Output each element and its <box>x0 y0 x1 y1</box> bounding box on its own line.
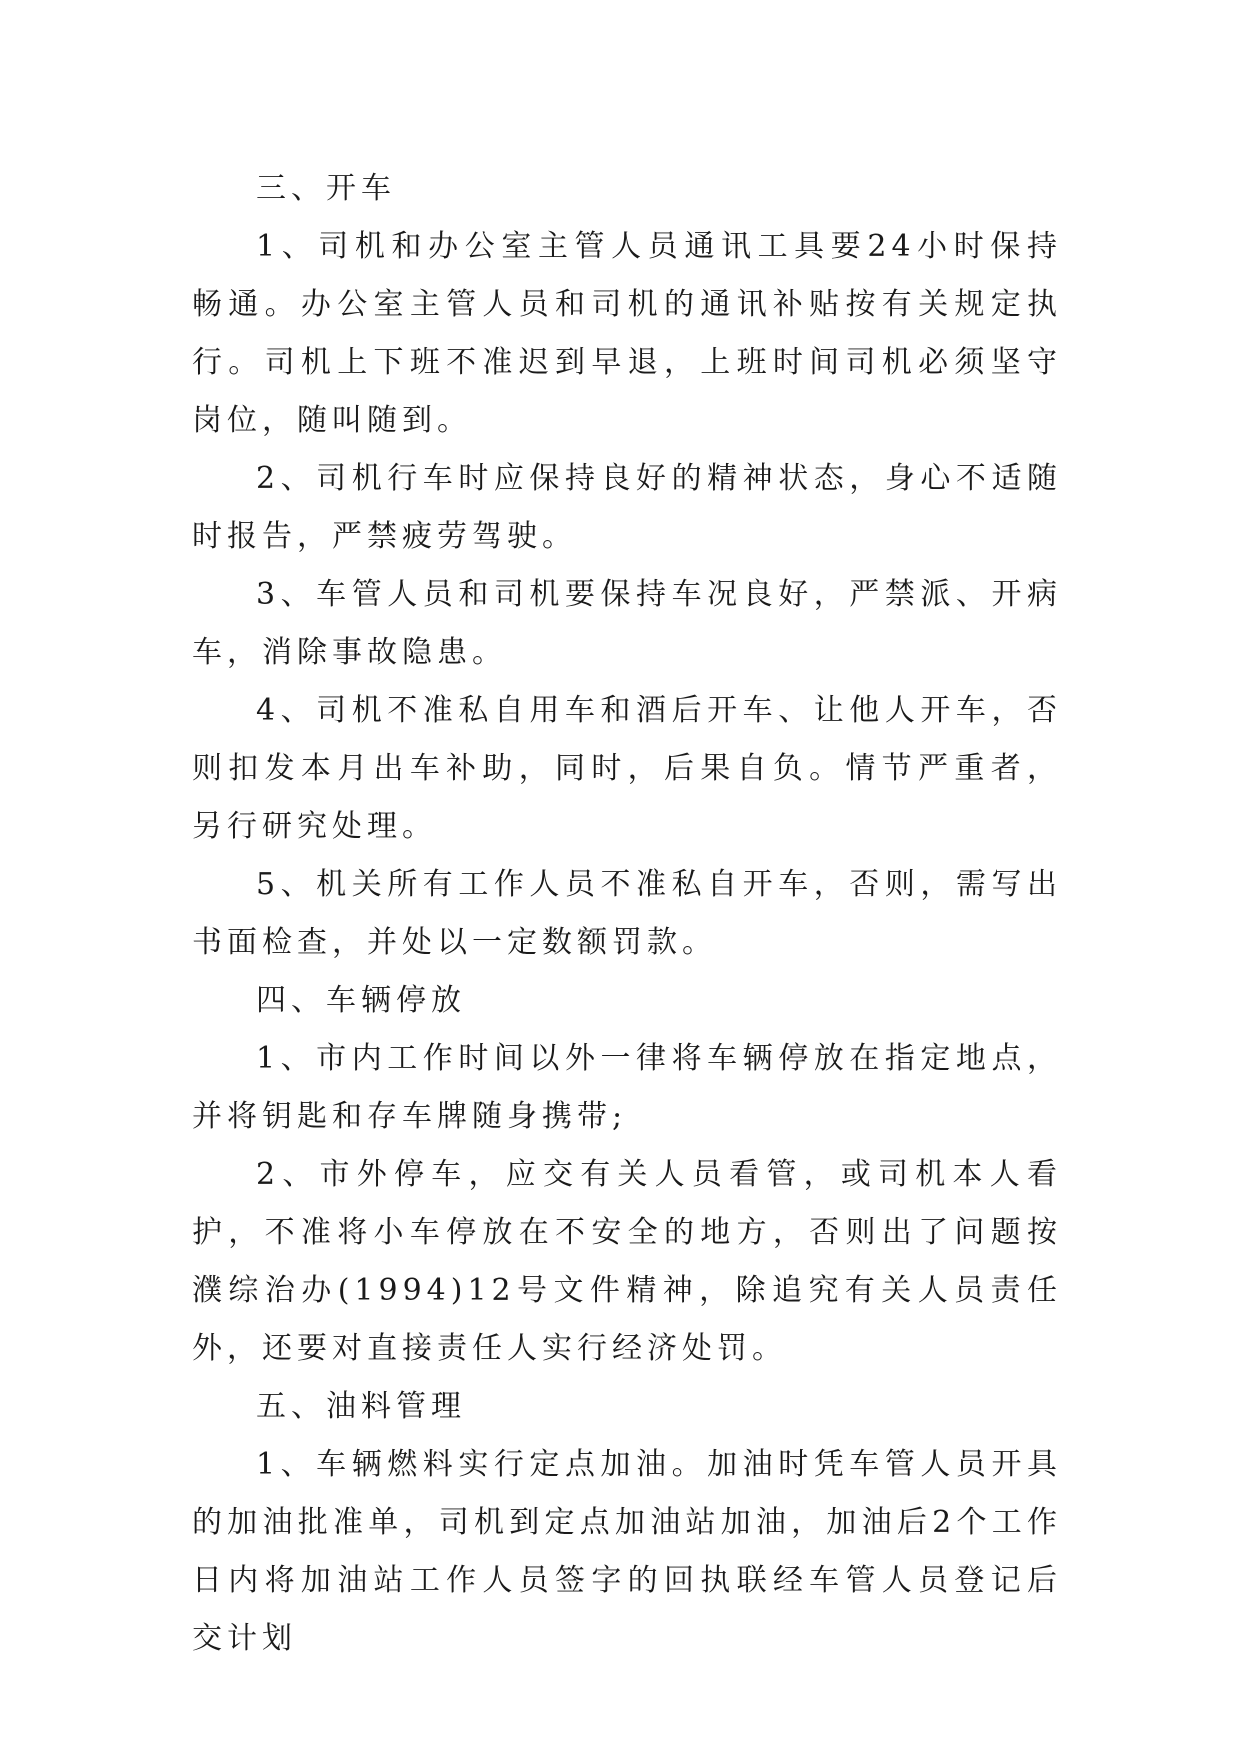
section-heading-driving: 三、开车 <box>256 171 396 206</box>
section-heading-parking: 四、车辆停放 <box>256 983 466 1018</box>
paragraph-driving-3: 3、车管人员和司机要保持车况良好，严禁派、开病车，消除事故隐患。 <box>192 577 1062 670</box>
paragraph-driving-1: 1、司机和办公室主管人员通讯工具要24小时保持畅通。办公室主管人员和司机的通讯补贴按有关规定执行。司机上下班不准迟到早退，上班时间司机必须坚守岗位，随叫随到。 <box>192 229 1062 438</box>
section-heading-fuel: 五、油料管理 <box>256 1389 466 1424</box>
paragraph-fuel-1: 1、车辆燃料实行定点加油。加油时凭车管人员开具的加油批准单，司机到定点加油站加油，加油后2个工作日内将加油站工作人员签字的回执联经车管人员登记后交计划 <box>192 1447 1062 1656</box>
paragraph-parking-2: 2、市外停车，应交有关人员看管，或司机本人看护，不准将小车停放在不安全的地方，否则出了问题按濮综治办(1994)12号文件精神，除追究有关人员责任外，还要对直接责任人实行经济处罚。 <box>192 1157 1062 1366</box>
paragraph-driving-5: 5、机关所有工作人员不准私自开车，否则，需写出书面检查，并处以一定数额罚款。 <box>192 867 1062 960</box>
document-body <box>192 160 1062 1668</box>
paragraph-parking-1: 1、市内工作时间以外一律将车辆停放在指定地点，并将钥匙和存车牌随身携带; <box>192 1041 1062 1134</box>
paragraph-driving-4: 4、司机不准私自用车和酒后开车、让他人开车，否则扣发本月出车补助，同时，后果自负。情节严重者，另行研究处理。 <box>192 693 1062 844</box>
paragraph-driving-2: 2、司机行车时应保持良好的精神状态，身心不适随时报告，严禁疲劳驾驶。 <box>192 461 1062 554</box>
